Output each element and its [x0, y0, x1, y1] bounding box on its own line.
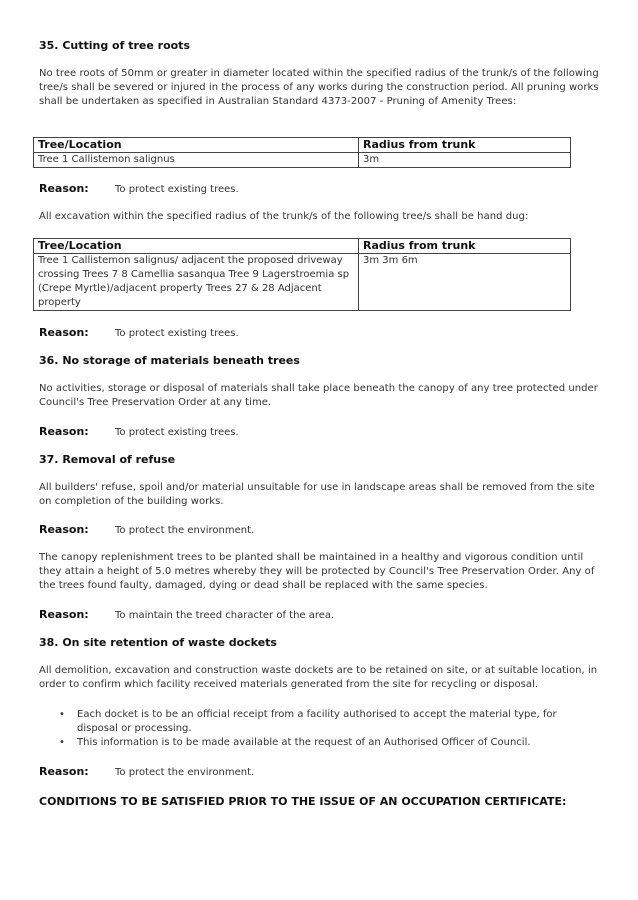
reason-label: Reason: [39, 182, 89, 195]
section-35-paragraph-2: All excavation within the specified radius of the trunk/s of the following tree/s shall be hand dug: [39, 211, 529, 222]
occupation-certificate-heading: CONDITIONS TO BE SATISFIED PRIOR TO THE ISSUE OF AN OCCUPATION CERTIFICATE: [39, 795, 567, 808]
reason-text: To protect existing trees. [115, 328, 239, 339]
table-header-row [34, 239, 571, 254]
reason-text: To protect the environment. [115, 767, 255, 778]
section-35-reason-2 [39, 326, 599, 341]
reason-text: To protect the environment. [115, 525, 255, 536]
table-cell-radius: 3m [359, 153, 571, 168]
reason-text: To protect existing trees. [115, 184, 239, 195]
waste-docket-bullet-list [59, 708, 579, 750]
section-35-reason-1 [39, 182, 599, 197]
section-37-paragraph-2: The canopy replenishment trees to be planted shall be maintained in a healthy and vigorous condition until they attain a height of 5.0 metres whereby they will be protected by Council's Tree Preservation Order. Any of the trees found faulty, damaged, dying or dead shall be replaced with the same species. [39, 552, 595, 591]
reason-label: Reason: [39, 608, 89, 621]
list-item-text: This information is to be made available at the request of an Authorised Officer of Council. [77, 737, 531, 748]
section-37-paragraph: All builders' refuse, spoil and/or material unsuitable for use in landscape areas shall be removed from the site on completion of the building works. [39, 482, 595, 507]
section-38-reason [39, 765, 599, 780]
reason-text: To maintain the treed character of the area. [115, 610, 335, 621]
reason-text: To protect existing trees. [115, 427, 239, 438]
list-item [59, 708, 579, 736]
section-38-heading: 38. On site retention of waste dockets [39, 636, 277, 649]
reason-label: Reason: [39, 425, 89, 438]
column-header-tree-location: Tree/Location [34, 138, 359, 153]
table-header-row [34, 138, 571, 153]
bullet-icon: • [59, 709, 65, 720]
hand-dig-table [33, 238, 571, 311]
table-cell-tree: Tree 1 Callistemon salignus [34, 153, 359, 168]
table-cell-tree: Tree 1 Callistemon salignus/ adjacent the proposed driveway crossing Trees 7 8 Camellia sasanqua Tree 9 Lagerstroemia sp (Crepe Myrtle)/adjacent property Trees 27 & 28 Adjacent property [34, 254, 359, 311]
section-38-paragraph: All demolition, excavation and construction waste dockets are to be retained on site, or at suitable location, in order to confirm which facility received materials generated from the site for recycling or disposal. [39, 665, 598, 690]
list-item [59, 736, 579, 750]
section-36-heading: 36. No storage of materials beneath trees [39, 354, 300, 367]
section-36-paragraph: No activities, storage or disposal of materials shall take place beneath the canopy of any tree protected under Council's Tree Preservation Order at any time. [39, 383, 598, 408]
table-row [34, 153, 571, 168]
section-35-paragraph: No tree roots of 50mm or greater in diameter located within the specified radius of the trunk/s of the following tree/s shall be severed or injured in the process of any works during the construction period. All pruning works shall be undertaken as specified in Australian Standard 4373-2007 - Pruning of Amenity Trees: [39, 68, 599, 107]
section-37-reason-2 [39, 608, 599, 623]
tree-root-table [33, 137, 571, 168]
column-header-radius: Radius from trunk [359, 239, 571, 254]
bullet-icon: • [59, 737, 65, 748]
section-37-heading: 37. Removal of refuse [39, 453, 176, 466]
column-header-radius: Radius from trunk [359, 138, 571, 153]
table-cell-radius: 3m 3m 6m [359, 254, 571, 311]
reason-label: Reason: [39, 326, 89, 339]
column-header-tree-location: Tree/Location [34, 239, 359, 254]
reason-label: Reason: [39, 523, 89, 536]
reason-label: Reason: [39, 765, 89, 778]
section-37-reason-1 [39, 523, 599, 538]
section-35-heading: 35. Cutting of tree roots [39, 39, 190, 52]
list-item-text: Each docket is to be an official receipt from a facility authorised to accept the material type, for disposal or processing. [77, 709, 557, 734]
section-36-reason [39, 425, 599, 440]
table-row [34, 254, 571, 311]
